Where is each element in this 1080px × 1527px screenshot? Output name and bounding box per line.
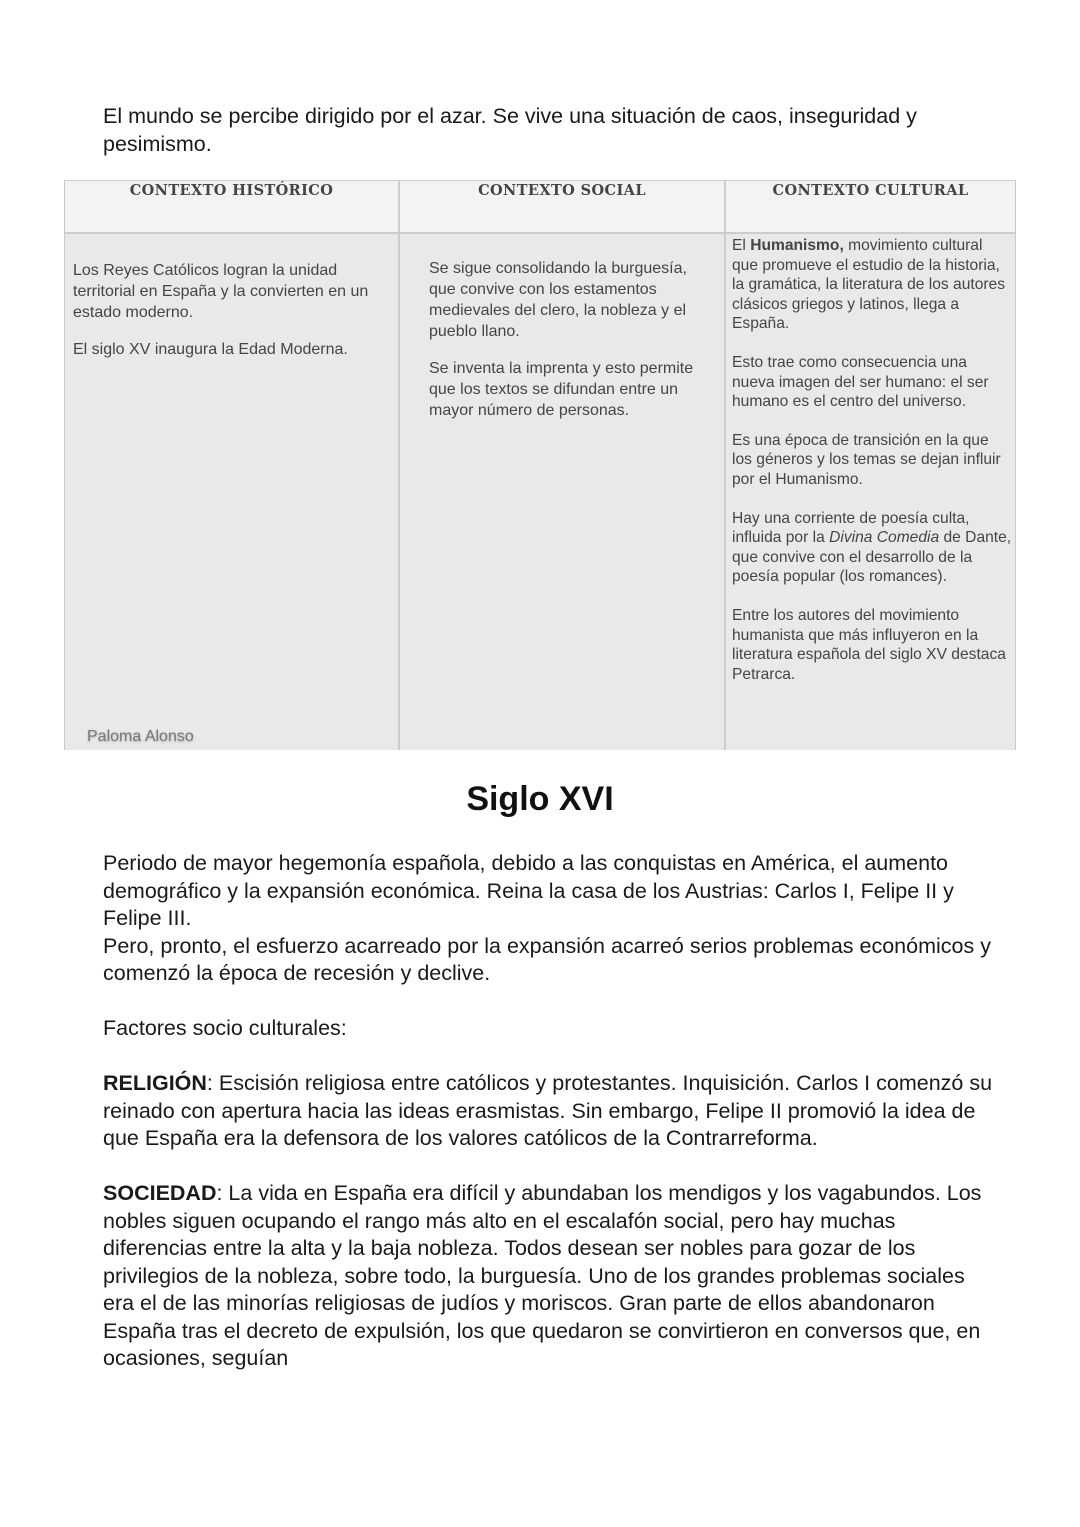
social-paragraph: Se sigue consolidando la burguesía, que convive con los estamentos medievales del clero, la nobleza y el pueblo llano. (429, 260, 687, 340)
religion-label: RELIGIÓN (103, 1071, 207, 1095)
factores-heading: Factores socio culturales: (103, 1016, 347, 1040)
cultural-text: Hay una corriente de poesía culta, influida por la (732, 509, 970, 547)
body-paragraph: Periodo de mayor hegemonía española, debido a las conquistas en América, el aumento demográfico y la expansión económica. Reina la casa de los Austrias: Carlos I, Felipe II y Felipe III. (103, 851, 954, 930)
cultural-text: de Dante, que convive con el desarrollo de la poesía popular (los romances). (732, 529, 1012, 586)
cultural-text: El (732, 237, 751, 254)
sociedad-text: : La vida en España era difícil y abundaban los mendigos y los vagabundos. Los nobles siguen ocupando el rango más alto en el escalafón social, pero hay muchas diferencias entre la alta y la baja nobleza. Todos desean ser nobles para gozar de los privilegios de la nobleza, sobre todo, la burguesía. Uno de los grandes problemas sociales era el de las minorías religiosas de judíos y moriscos. Gran parte de ellos abandonaron España tras el decreto de expulsión, los que quedaron se convirtieron en conversos que, en ocasiones, seguían (103, 1181, 982, 1370)
cultural-paragraph (732, 236, 1012, 334)
cultural-paragraph: Esto trae como consecuencia una nueva imagen del ser humano: el ser humano es el centro del universo. (732, 353, 989, 411)
cell-historico (73, 260, 395, 376)
cultural-text: movimiento cultural que promueve el estudio de la historia, la gramática, la literatura de los autores clásicos griegos y latinos, llega a España. (732, 237, 1006, 333)
cell-social (429, 258, 709, 437)
cultural-paragraph: Entre los autores del movimiento humanista que más influyeron en la literatura española del siglo XV destaca Petrarca. (732, 606, 1006, 683)
context-table (64, 180, 1016, 750)
cultural-paragraph (732, 509, 1012, 587)
sociedad-label: SOCIEDAD (103, 1181, 217, 1205)
section-body (103, 850, 993, 1400)
social-paragraph: Se inventa la imprenta y esto permite que los textos se difundan entre un mayor número de personas. (429, 360, 694, 419)
humanismo-term: Humanismo, (750, 237, 844, 254)
historico-paragraph: Los Reyes Católicos logran la unidad territorial en España y la convierten en un estado moderno. (73, 262, 369, 321)
body-paragraph: Pero, pronto, el esfuerzo acarreado por la expansión acarreó serios problemas económicos y comenzó la época de recesión y declive. (103, 933, 991, 985)
column-divider (398, 180, 400, 750)
author-watermark: Paloma Alonso (87, 728, 194, 745)
header-cultural: CONTEXTO CULTURAL (772, 182, 969, 199)
cell-cultural (732, 236, 1012, 703)
header-social: CONTEXTO SOCIAL (478, 182, 646, 199)
intro-paragraph: El mundo se percibe dirigido por el azar. Se vive una situación de caos, inseguridad y pesimismo. (103, 104, 917, 156)
sociedad-paragraph (103, 1180, 993, 1373)
divina-comedia-title: Divina Comedia (829, 529, 940, 547)
header-historico: CONTEXTO HISTÓRICO (129, 182, 334, 199)
cultural-paragraph: Es una época de transición en la que los géneros y los temas se dejan influir por el Humanismo. (732, 431, 1001, 488)
column-divider (724, 180, 726, 750)
section-title: Siglo XVI (466, 780, 614, 818)
historico-paragraph: El siglo XV inaugura la Edad Moderna. (73, 341, 348, 358)
religion-paragraph (103, 1070, 993, 1153)
religion-text: : Escisión religiosa entre católicos y protestantes. Inquisición. Carlos I comenzó su reinado con apertura hacia las ideas erasmistas. Sin embargo, Felipe II promovió la idea de que España era la defensora de los valores católicos de la Contrarreforma. (103, 1071, 993, 1150)
